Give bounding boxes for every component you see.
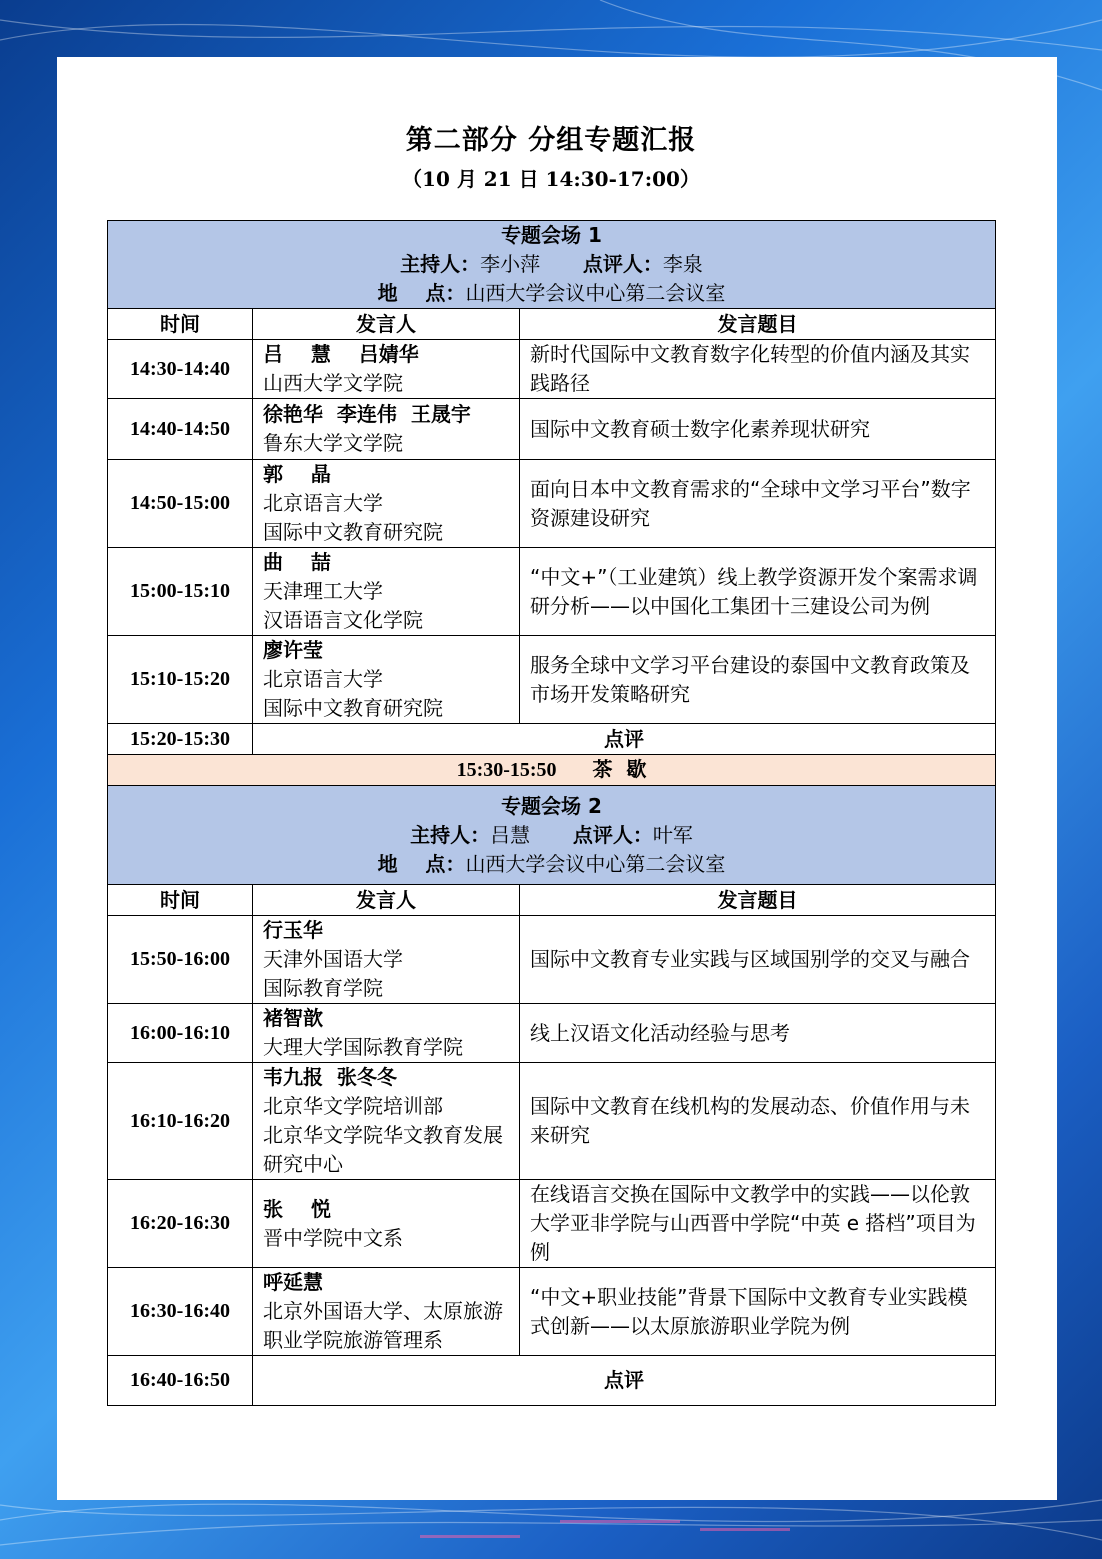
speaker-names: 呼延慧 (263, 1270, 323, 1294)
speaker-cell (253, 1004, 520, 1063)
time-cell: 15:00-15:10 (108, 548, 253, 636)
topic-cell: 面向日本中文教育需求的“全球中文学习平台”数字资源建设研究 (520, 460, 996, 548)
session-2-host-label: 主持人： (410, 822, 491, 847)
session-2-venue-label: 地 点： (377, 851, 466, 876)
speaker-affiliation: 北京语言大学 (263, 491, 383, 515)
speaker-names: 曲 喆 (263, 550, 331, 574)
session-2-header (108, 786, 996, 885)
speaker-cell (253, 340, 520, 399)
tea-break-time: 15:30-15:50 (456, 759, 557, 781)
speaker-cell (253, 1180, 520, 1268)
session-2-name: 专题会场 2 (501, 793, 602, 818)
schedule-table (107, 220, 996, 1406)
speaker-affiliation: 鲁东大学文学院 (263, 431, 403, 455)
review-time-cell: 16:40-16:50 (108, 1356, 253, 1406)
session-1-host: 李小萍 (480, 252, 541, 276)
tea-break-row (108, 755, 996, 786)
table-row (108, 1180, 996, 1268)
topic-cell: 国际中文教育硕士数字化素养现状研究 (520, 399, 996, 460)
speaker-cell (253, 548, 520, 636)
time-cell: 16:10-16:20 (108, 1063, 253, 1180)
table-row (108, 916, 996, 1004)
review-row (108, 724, 996, 755)
time-cell: 16:30-16:40 (108, 1268, 253, 1356)
speaker-affiliation: 天津理工大学 (263, 579, 383, 603)
tea-break-label: 茶 歇 (592, 757, 647, 781)
column-header-time: 时间 (108, 309, 253, 340)
session-2-reviewer-label: 点评人： (572, 822, 653, 847)
speaker-affiliation: 国际中文教育研究院 (263, 520, 443, 544)
time-cell: 14:50-15:00 (108, 460, 253, 548)
table-row (108, 460, 996, 548)
time-cell: 14:30-14:40 (108, 340, 253, 399)
speaker-cell (253, 916, 520, 1004)
session-1-host-label: 主持人： (400, 252, 481, 276)
speaker-cell (253, 399, 520, 460)
tea-break-cell (108, 755, 996, 786)
session-2-column-header (108, 885, 996, 916)
topic-cell: “中文+”（工业建筑）线上教学资源开发个案需求调研分析——以中国化工集团十三建设公司为例 (520, 548, 996, 636)
time-cell: 14:40-14:50 (108, 399, 253, 460)
session-1-venue-label: 地 点： (377, 281, 466, 305)
speaker-affiliation: 国际教育学院 (263, 976, 383, 1000)
time-cell: 16:20-16:30 (108, 1180, 253, 1268)
table-row (108, 1268, 996, 1356)
table-row (108, 399, 996, 460)
speaker-cell (253, 636, 520, 724)
speaker-affiliation: 国际中文教育研究院 (263, 696, 443, 720)
speaker-affiliation: 晋中学院中文系 (263, 1225, 403, 1250)
speaker-names: 吕 慧 吕婧华 (263, 342, 419, 366)
review-time-cell: 15:20-15:30 (108, 724, 253, 755)
speaker-cell (253, 1268, 520, 1356)
session-2-reviewer: 叶军 (652, 822, 693, 847)
table-row (108, 1004, 996, 1063)
session-1-name: 专题会场 1 (501, 223, 602, 247)
time-cell: 16:00-16:10 (108, 1004, 253, 1063)
topic-cell: 在线语言交换在国际中文教学中的实践——以伦敦大学亚非学院与山西晋中学院“中英 e 搭档”项目为例 (520, 1180, 996, 1268)
review-label: 点评 (253, 724, 996, 755)
topic-cell: 服务全球中文学习平台建设的泰国中文教育政策及市场开发策略研究 (520, 636, 996, 724)
topic-cell: 新时代国际中文教育数字化转型的价值内涵及其实践路径 (520, 340, 996, 399)
speaker-affiliation: 北京华文学院华文教育发展研究中心 (263, 1123, 503, 1176)
session-1-venue: 山西大学会议中心第二会议室 (465, 281, 726, 305)
table-row (108, 340, 996, 399)
speaker-names: 韦九报 张冬冬 (263, 1065, 397, 1089)
column-header-topic: 发言题目 (520, 885, 996, 916)
speaker-names: 张 悦 (263, 1196, 331, 1221)
session-1-reviewer: 李泉 (662, 252, 703, 276)
review-row (108, 1356, 996, 1406)
speaker-names: 徐艳华 李连伟 王晟宇 (263, 402, 471, 426)
time-cell: 15:10-15:20 (108, 636, 253, 724)
speaker-affiliation: 天津外国语大学 (263, 947, 403, 971)
session-1-header (108, 221, 996, 309)
speaker-names: 郭 晶 (263, 462, 331, 486)
topic-cell: 国际中文教育在线机构的发展动态、价值作用与未来研究 (520, 1063, 996, 1180)
review-label: 点评 (253, 1356, 996, 1406)
speaker-affiliation: 汉语语言文化学院 (263, 608, 423, 632)
speaker-affiliation: 北京华文学院培训部 (263, 1094, 443, 1118)
table-row (108, 548, 996, 636)
session-2-host: 吕慧 (490, 822, 531, 847)
topic-cell: “中文+职业技能”背景下国际中文教育专业实践模式创新——以太原旅游职业学院为例 (520, 1268, 996, 1356)
column-header-speaker: 发言人 (253, 885, 520, 916)
topic-cell: 国际中文教育专业实践与区域国别学的交叉与融合 (520, 916, 996, 1004)
speaker-cell (253, 1063, 520, 1180)
speaker-affiliation: 北京外国语大学、太原旅游职业学院旅游管理系 (263, 1299, 503, 1352)
table-row (108, 636, 996, 724)
page-title: 第二部分 分组专题汇报 (405, 125, 697, 156)
speaker-cell (253, 460, 520, 548)
session-1-column-header (108, 309, 996, 340)
speaker-affiliation: 大理大学国际教育学院 (263, 1035, 463, 1059)
topic-cell: 线上汉语文化活动经验与思考 (520, 1004, 996, 1063)
session-1-reviewer-label: 点评人： (582, 252, 663, 276)
speaker-affiliation: 山西大学文学院 (263, 371, 403, 395)
table-row (108, 1063, 996, 1180)
column-header-topic: 发言题目 (520, 309, 996, 340)
speaker-names: 褚智歆 (263, 1006, 323, 1030)
speaker-names: 廖许莹 (263, 638, 323, 662)
column-header-time: 时间 (108, 885, 253, 916)
column-header-speaker: 发言人 (253, 309, 520, 340)
time-cell: 15:50-16:00 (108, 916, 253, 1004)
speaker-affiliation: 北京语言大学 (263, 667, 383, 691)
page-subtitle: （10 月 21 日 14:30-17:00） (402, 167, 700, 191)
speaker-names: 行玉华 (263, 918, 323, 942)
session-2-venue: 山西大学会议中心第二会议室 (465, 851, 726, 876)
